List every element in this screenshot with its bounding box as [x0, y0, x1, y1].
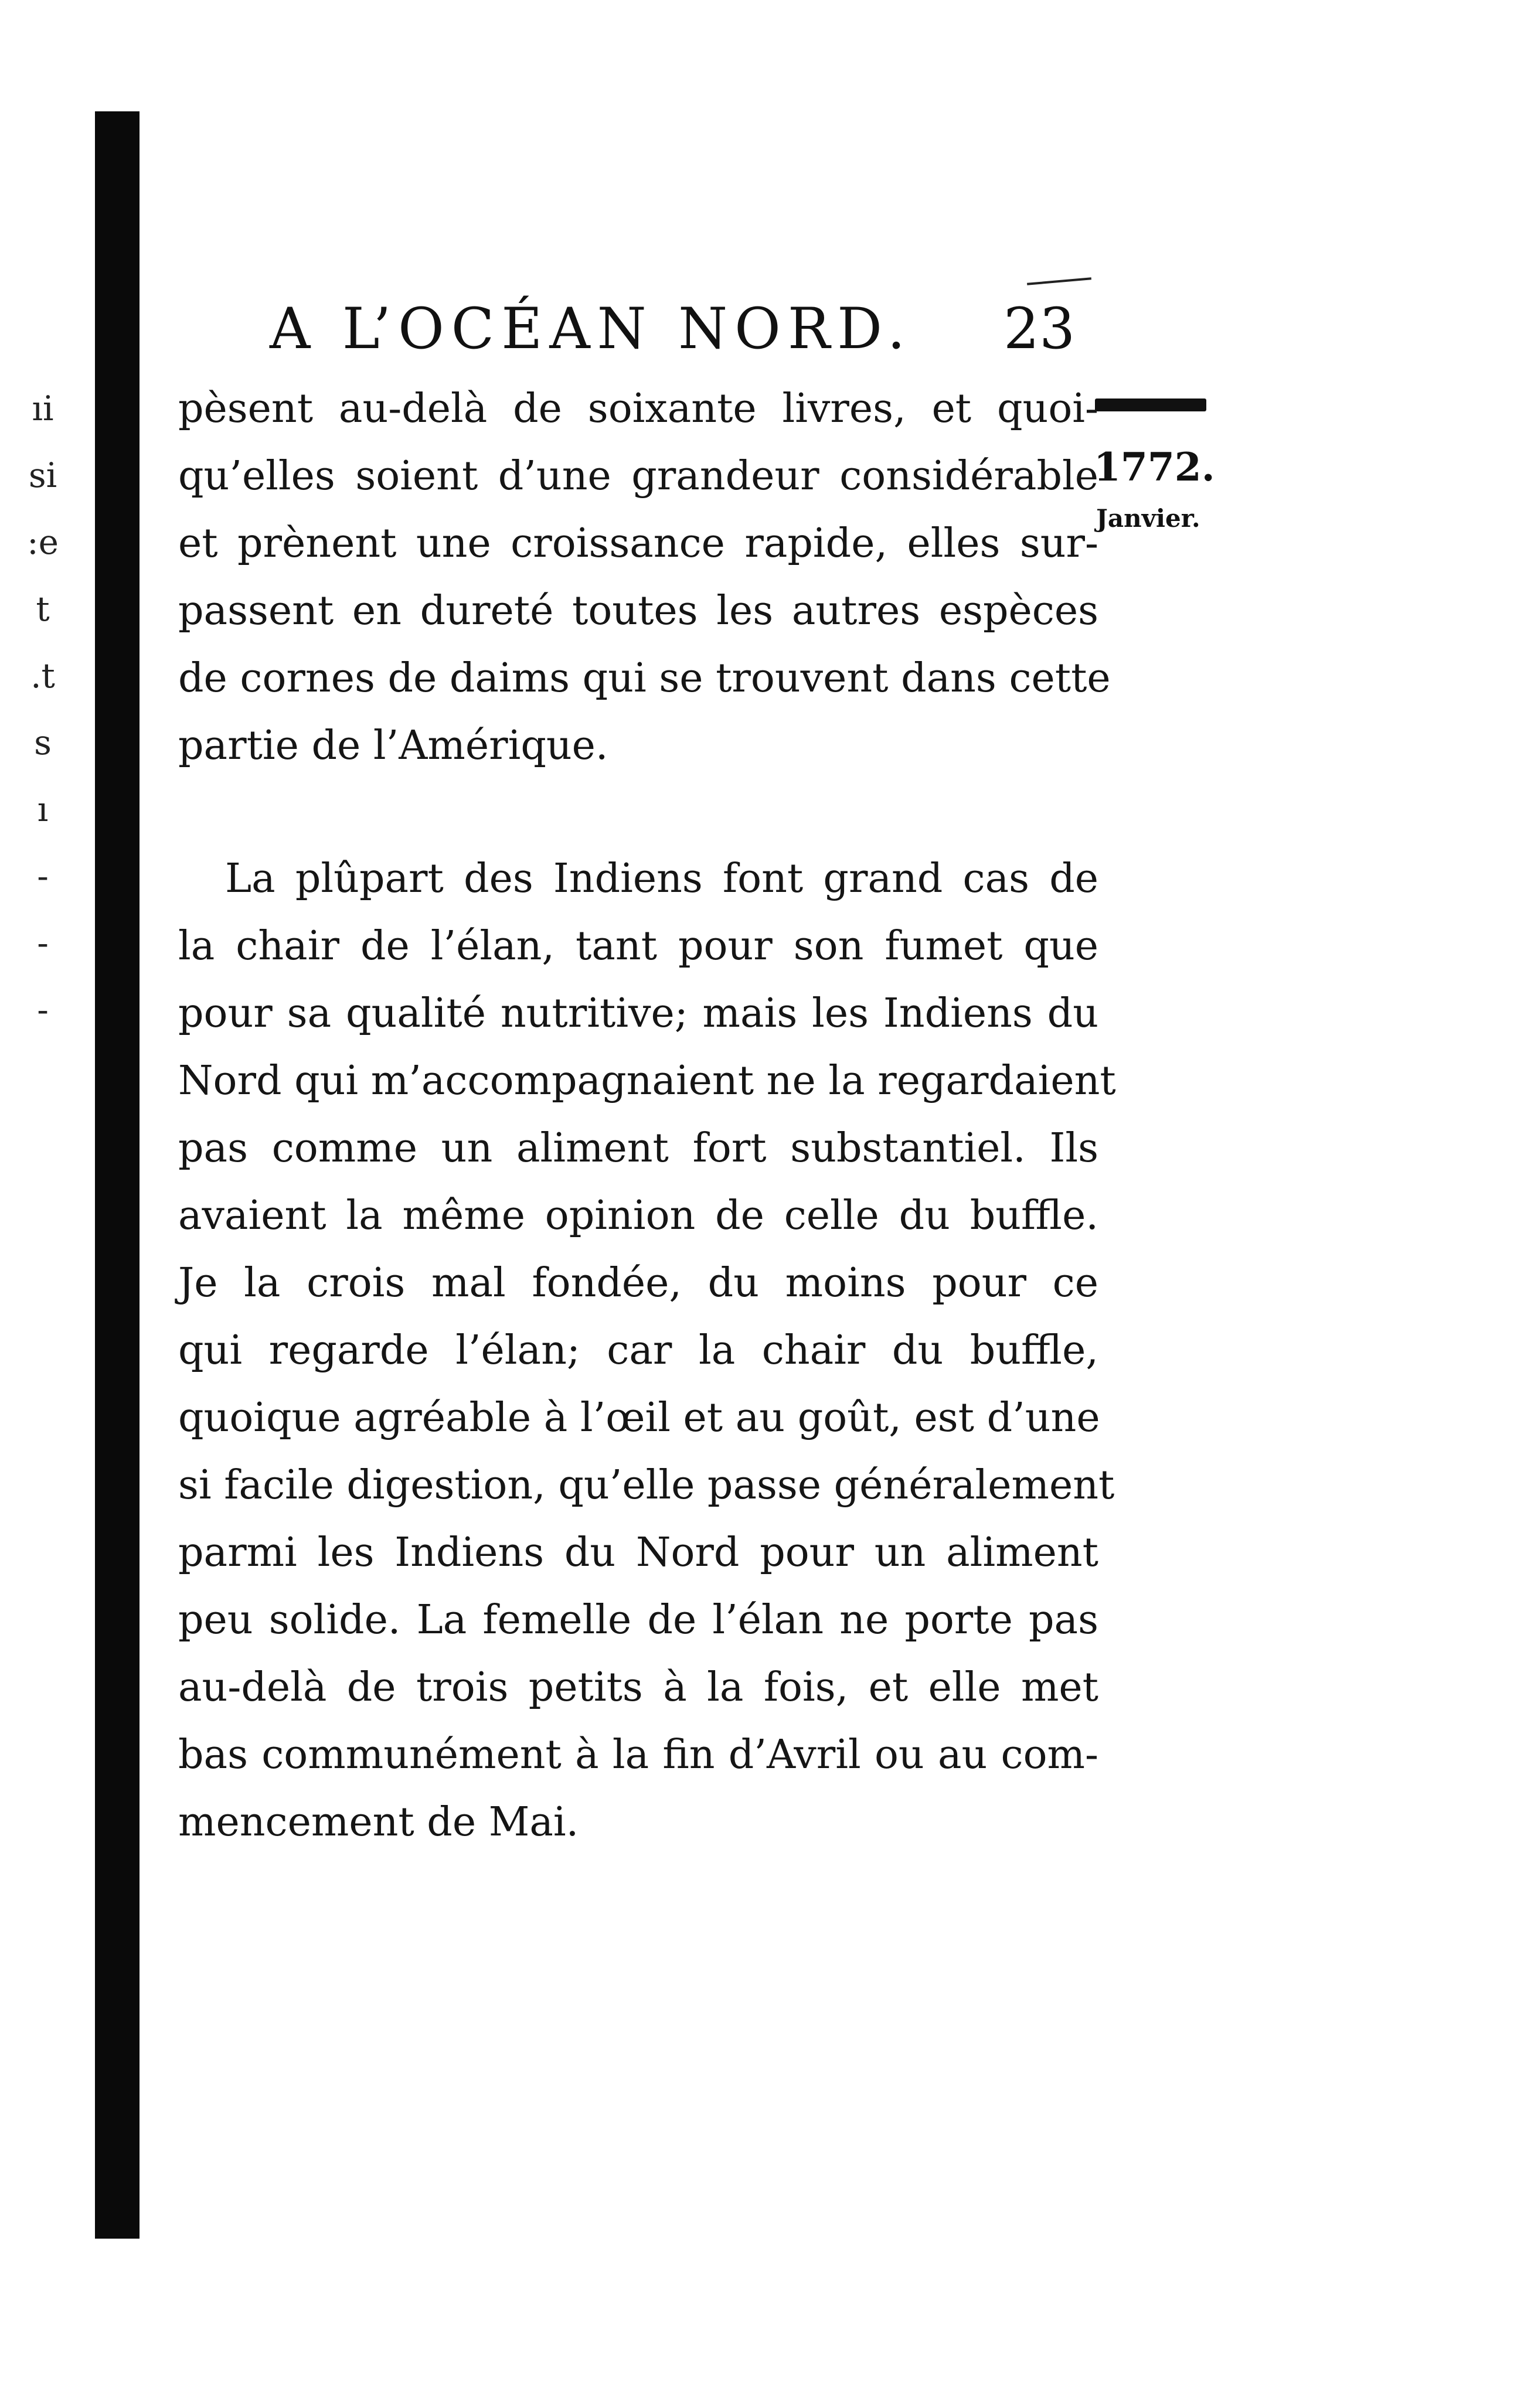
text-line: quoique agréable à l’œil et au goût, est d’une	[178, 1395, 1100, 1441]
margin-fragment: -	[37, 990, 49, 1030]
sidenote-month: Janvier.	[1096, 504, 1200, 533]
gutter-shadow	[95, 111, 140, 2239]
margin-fragment: :e	[27, 522, 59, 562]
margin-fragment: -	[37, 856, 49, 896]
sidenote-year: 1772.	[1094, 444, 1215, 490]
text-line: Nord qui m’accompagnaient ne la regardaient	[178, 1058, 1116, 1104]
text-line: qu’elles soient d’une grandeur considérable	[178, 453, 1098, 499]
text-line: mencement de Mai.	[178, 1799, 579, 1845]
margin-fragment: ı	[37, 789, 49, 829]
text-line: parmi les Indiens du Nord pour un aliment	[178, 1530, 1098, 1576]
text-line: si facile digestion, qu’elle passe généralement	[178, 1462, 1115, 1508]
text-line: qui regarde l’élan; car la chair du buffle,	[178, 1327, 1098, 1374]
text-line: pour sa qualité nutritive; mais les Indiens du	[178, 990, 1098, 1037]
text-line: bas communément à la fin d’Avril ou au com-	[178, 1732, 1098, 1778]
text-line: La plûpart des Indiens font grand cas de	[225, 856, 1098, 902]
text-line: au-delà de trois petits à la fois, et elle met	[178, 1664, 1098, 1711]
margin-fragment: .t	[30, 656, 55, 696]
text-line: Je la crois mal fondée, du moins pour ce	[178, 1260, 1098, 1306]
paragraph-2	[178, 845, 1116, 1856]
text-line: peu solide. La femelle de l’élan ne porte pas	[178, 1597, 1098, 1643]
margin-fragment: ıi	[32, 389, 54, 428]
page-number: 23	[1003, 296, 1076, 362]
text-line: pas comme un aliment fort substantiel. Ils	[178, 1125, 1098, 1171]
margin-fragment: si	[28, 455, 57, 495]
margin-fragment: t	[36, 589, 50, 629]
margin-fragment: -	[37, 923, 49, 963]
text-line: pèsent au-delà de soixante livres, et quoi-	[178, 386, 1098, 432]
paragraph-1	[178, 375, 1111, 779]
sidenote-rule	[1095, 399, 1206, 411]
running-title: A L’OCÉAN NORD.	[270, 296, 913, 362]
text-line: avaient la même opinion de celle du buffle.	[178, 1193, 1098, 1239]
margin-fragment: s	[34, 723, 52, 762]
facing-page-margin-fragments	[11, 375, 75, 1043]
text-line: partie de l’Amérique.	[178, 723, 608, 769]
text-line: passent en dureté toutes les autres espèces	[178, 588, 1098, 634]
text-line: la chair de l’élan, tant pour son fumet que	[178, 923, 1098, 969]
page-number-flourish	[1027, 277, 1091, 285]
text-line: et prènent une croissance rapide, elles sur-	[178, 520, 1098, 567]
text-line: de cornes de daims qui se trouvent dans cette	[178, 655, 1111, 701]
